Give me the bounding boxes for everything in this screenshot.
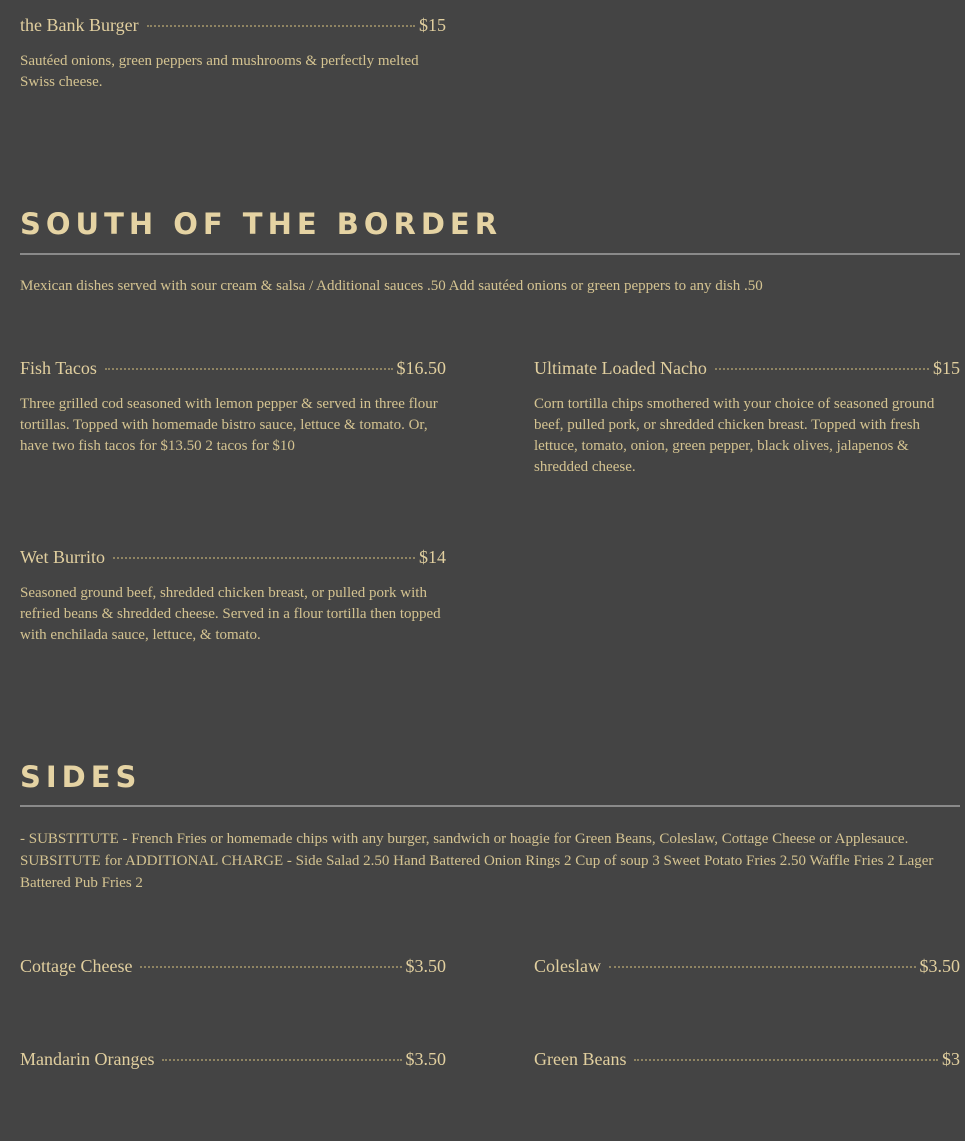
item-name: the Bank Burger <box>20 15 139 35</box>
menu-item-fish-tacos <box>20 358 446 382</box>
item-description: Seasoned ground beef, shredded chicken breast, or pulled pork with refried beans & shredded cheese. Served in a flour tortilla then topped with enchilada sauce, lettuce, & tomato. <box>20 585 441 643</box>
section-divider <box>20 253 960 255</box>
item-price: $16.50 <box>396 358 446 378</box>
dot-leader <box>113 557 415 559</box>
item-name: Ultimate Loaded Nacho <box>534 358 707 378</box>
item-name: Wet Burrito <box>20 547 106 567</box>
section-heading-sides: SIDES <box>20 760 142 794</box>
item-name: Mandarin Oranges <box>20 1049 155 1069</box>
item-price: $15 <box>419 15 446 35</box>
item-name: Fish Tacos <box>20 358 97 378</box>
item-name: Cottage Cheese <box>20 956 133 976</box>
dot-leader <box>634 1059 938 1061</box>
item-price: $3.50 <box>405 1049 446 1069</box>
section-note: Mexican dishes served with sour cream & salsa / Additional sauces .50 Add sautéed onions or green peppers to any dish .50 <box>20 278 763 294</box>
menu-item-bank-burger <box>20 15 446 39</box>
section-heading-south-of-the-border: SOUTH OF THE BORDER <box>20 207 503 241</box>
item-name: Green Beans <box>534 1049 627 1069</box>
item-description: Sautéed onions, green peppers and mushrooms & perfectly melted Swiss cheese. <box>20 53 419 90</box>
menu-item-green-beans <box>534 1049 960 1073</box>
section-note: - SUBSTITUTE - French Fries or homemade chips with any burger, sandwich or hoagie for Green Beans, Coleslaw, Cottage Cheese or Applesauce. SUBSITUTE for ADDITIONAL CHARGE - Side Salad 2.50 Hand Battered Onion Rings 2 Cup of soup 3 Sweet Potato Fries 2.50 Waffle Fries 2 Lager Battered Pub Fries 2 <box>20 831 934 891</box>
item-price: $3 <box>942 1049 960 1069</box>
item-name: Coleslaw <box>534 956 601 976</box>
menu-item-mandarin-oranges <box>20 1049 446 1073</box>
item-price: $15 <box>933 358 960 378</box>
menu-item-ultimate-loaded-nacho <box>534 358 960 382</box>
menu-item-coleslaw <box>534 956 960 980</box>
item-price: $14 <box>419 547 446 567</box>
dot-leader <box>105 368 393 370</box>
dot-leader <box>162 1059 401 1061</box>
dot-leader <box>715 368 929 370</box>
item-description: Corn tortilla chips smothered with your choice of seasoned ground beef, pulled pork, or shredded chicken breast. Topped with fresh lettuce, tomato, onion, green pepper, black olives, jalapenos & shredded cheese. <box>534 396 935 475</box>
dot-leader <box>609 966 916 968</box>
dot-leader <box>147 25 415 27</box>
item-price: $3.50 <box>919 956 960 976</box>
item-description: Three grilled cod seasoned with lemon pepper & served in three flour tortillas. Topped with homemade bistro sauce, lettuce & tomato. Or, have two fish tacos for $13.50 2 tacos for $10 <box>20 396 438 454</box>
menu-item-wet-burrito <box>20 547 446 571</box>
menu-item-cottage-cheese <box>20 956 446 980</box>
section-divider <box>20 805 960 807</box>
dot-leader <box>140 966 401 968</box>
item-price: $3.50 <box>405 956 446 976</box>
